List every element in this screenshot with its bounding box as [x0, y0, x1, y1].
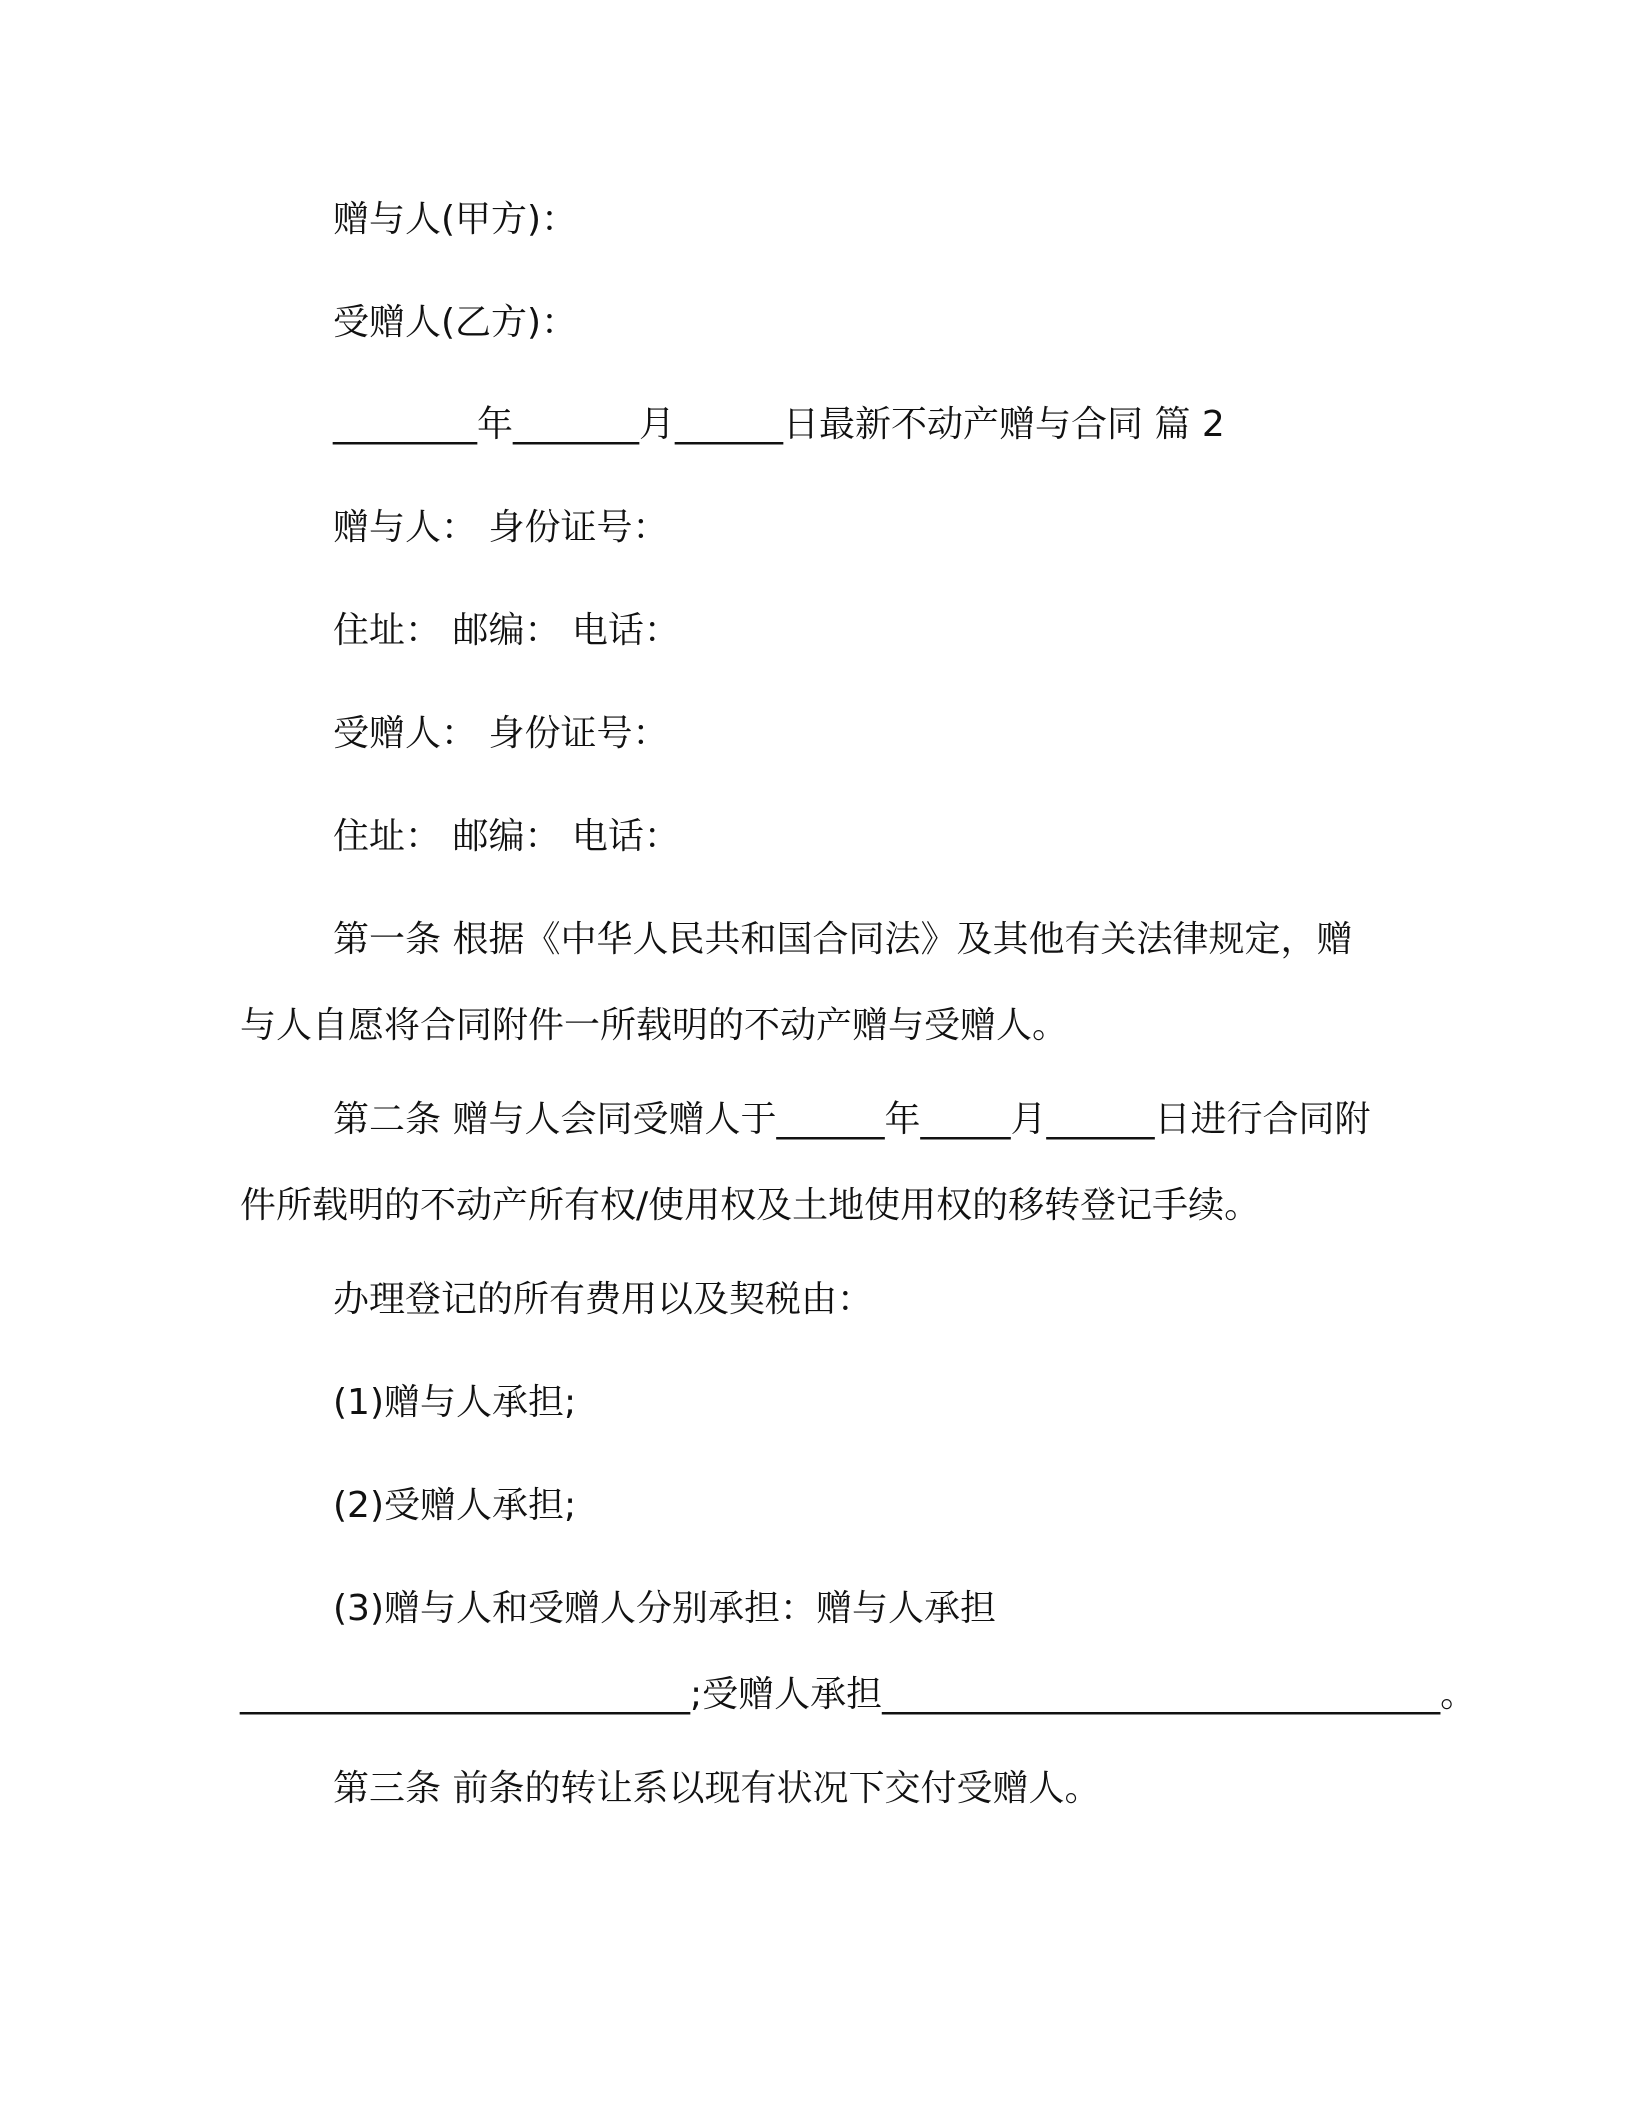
donor-id-line: 赠与人： 身份证号：: [333, 507, 669, 548]
article-2-line-1: 第二条 赠与人会同受赠人于______年_____月______日进行合同附: [333, 1099, 1371, 1140]
fee-option-3-line-1: (3)赠与人和受赠人分别承担：赠与人承担: [333, 1588, 996, 1629]
date-title-line: ________年_______月______日最新不动产赠与合同 篇 2: [333, 404, 1225, 445]
donee-id-line: 受赠人： 身份证号：: [333, 713, 669, 754]
fee-option-2: (2)受赠人承担;: [333, 1485, 577, 1526]
fees-line: 办理登记的所有费用以及契税由：: [333, 1279, 874, 1320]
fee-option-1: (1)赠与人承担;: [333, 1382, 577, 1423]
article-2-line-2: 件所载明的不动产所有权/使用权及土地使用权的移转登记手续。: [240, 1185, 1261, 1226]
donee-address-line: 住址： 邮编： 电话：: [333, 816, 680, 857]
article-1-line-2: 与人自愿将合同附件一所载明的不动产赠与受赠人。: [240, 1005, 1069, 1046]
donor-address-line: 住址： 邮编： 电话：: [333, 610, 680, 651]
article-3-line: 第三条 前条的转让系以现有状况下交付受赠人。: [333, 1768, 1101, 1809]
fee-option-3-line-2: _________________________;受赠人承担_______________________________。: [240, 1674, 1477, 1715]
article-1-line-1: 第一条 根据《中华人民共和国合同法》及其他有关法律规定，赠: [333, 919, 1353, 960]
donor-party-line: 赠与人(甲方)：: [333, 199, 578, 240]
donee-party-line: 受赠人(乙方)：: [333, 302, 578, 343]
